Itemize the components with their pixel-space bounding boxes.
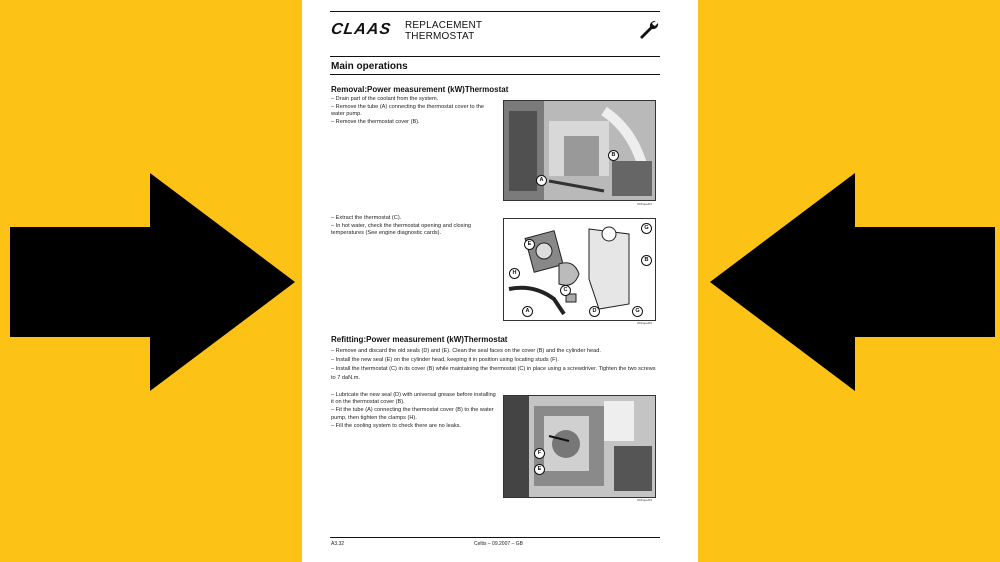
step: – Lubricate the new seal (D) with universal grease before installing it on the thermostat cover (B). <box>331 392 496 406</box>
header-rule-1 <box>330 56 660 57</box>
step: – Install the new seal (E) on the cylinder head, keeping it in position using locating studs (F). <box>331 357 559 364</box>
step: – Fill the cooling system to check there are no leaks. <box>331 422 461 429</box>
figure-code: 20/Fapel02 <box>637 321 653 325</box>
callout-a: A <box>536 175 547 186</box>
callout-b: B <box>641 255 652 266</box>
refitting-steps-b <box>331 392 499 431</box>
section-title: Main operations <box>331 61 408 72</box>
callout-e: E <box>524 239 535 250</box>
callout-d: D <box>589 306 600 317</box>
step: – Drain part of the coolant from the system. <box>331 96 439 102</box>
footer-rule <box>330 537 660 538</box>
figure-removal-cover <box>503 100 656 201</box>
edition-label: Celtis – 09.2007 – GB <box>474 541 523 547</box>
figure-code: 20/Fapel03 <box>637 498 653 502</box>
refitting-steps-a <box>331 347 661 383</box>
step: – Extract the thermostat (C). <box>331 215 402 221</box>
header-rule-2 <box>330 74 660 75</box>
figure-removal-exploded <box>503 218 656 321</box>
figure-code: 20/Fapel01 <box>637 202 653 206</box>
step: – Remove the thermostat cover (B). <box>331 119 420 126</box>
figure-refitting <box>503 395 656 498</box>
removal-title: Removal:Power measurement (kW)Thermostat <box>331 85 509 94</box>
title-line-2: THERMOSTAT <box>405 31 475 42</box>
right-arrow-icon <box>0 173 300 391</box>
callout-g: G <box>641 223 652 234</box>
callout-a: A <box>522 306 533 317</box>
removal-steps-a <box>331 96 499 127</box>
callout-h: H <box>509 268 520 279</box>
claas-logo: CLAAS <box>329 21 393 38</box>
callout-g: G <box>632 306 643 317</box>
page-number: A3.32 <box>331 541 345 547</box>
document-title <box>405 20 482 42</box>
step: – Install the thermostat (C) in its cover (B) while maintaining the thermostat (C) in place using a screwdriver. Tighten the two screws to 7 daN.m. <box>331 366 656 381</box>
callout-f: F <box>534 448 545 459</box>
callout-c: C <box>560 285 571 296</box>
left-arrow-icon <box>705 173 1000 391</box>
removal-steps-b <box>331 215 499 238</box>
callout-e: E <box>534 464 545 475</box>
callout-b: B <box>608 150 619 161</box>
step: – Remove the tube (A) connecting the thermostat cover to the water pump. <box>331 104 484 118</box>
wrench-icon <box>636 18 660 42</box>
header-top-rule <box>330 11 660 12</box>
step: – Fit the tube (A) connecting the thermostat cover (B) to the water pump, then tighten the clamps (H). <box>331 407 494 421</box>
title-line-1: REPLACEMENT <box>405 20 483 31</box>
step: – In hot water, check the thermostat opening and closing temperatures (See engine diagnostic cards). <box>331 223 471 237</box>
document-page <box>302 0 698 562</box>
step: – Remove and discard the old seals (D) and (E). Clean the seal faces on the cover (B) and the cylinder head. <box>331 348 601 354</box>
refitting-title: Refitting:Power measurement (kW)Thermostat <box>331 335 508 344</box>
